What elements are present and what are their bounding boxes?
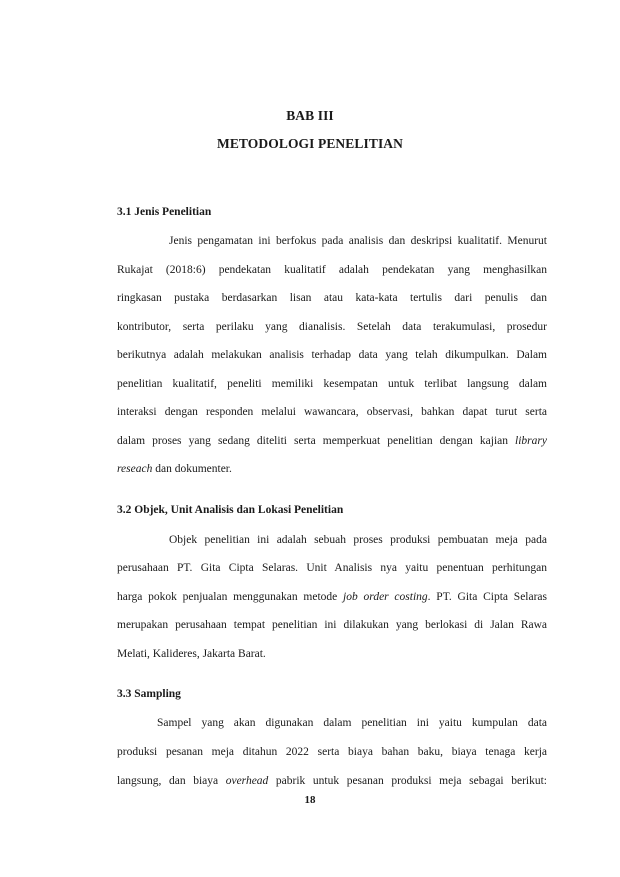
paragraph-line: dalam proses yang sedang diteliti serta memperkuat penelitian dengan kajian library xyxy=(117,435,547,447)
section-heading-3-1: 3.1 Jenis Penelitian xyxy=(117,206,212,218)
paragraph-line: perusahaan PT. Gita Cipta Selaras. Unit Analisis nya yaitu penentuan perhitungan xyxy=(117,562,547,574)
italic-term: reseach xyxy=(117,463,153,475)
chapter-number: BAB III xyxy=(286,108,334,123)
italic-term: overhead xyxy=(225,775,269,787)
chapter-title: METODOLOGI PENELITIAN xyxy=(216,136,403,151)
paragraph-line: penelitian kualitatif, peneliti memiliki kesempatan untuk terlibat langsung dalam xyxy=(117,378,547,390)
paragraph-line: langsung, dan biaya overhead pabrik untuk pesanan produksi meja sebagai berikut: xyxy=(117,775,547,787)
page-number: 18 xyxy=(304,794,316,806)
paragraph-line: Melati, Kalideres, Jakarta Barat. xyxy=(117,648,266,660)
paragraph-line: merupakan perusahaan tempat penelitian ini dilakukan yang berlokasi di Jalan Rawa xyxy=(117,619,547,631)
paragraph-line: reseach dan dokumenter. xyxy=(117,463,232,475)
section-heading-3-2: 3.2 Objek, Unit Analisis dan Lokasi Penelitian xyxy=(117,504,344,516)
paragraph-line: ringkasan pustaka berdasarkan lisan atau kata-kata tertulis dari penulis dan xyxy=(117,292,547,304)
paragraph-line: harga pokok penjualan menggunakan metode job order costing. PT. Gita Cipta Selaras xyxy=(117,591,548,603)
italic-term: job order costing xyxy=(343,591,428,603)
paragraph-line: Jenis pengamatan ini berfokus pada analisis dan deskripsi kualitatif. Menurut xyxy=(169,235,547,247)
paragraph-line: Rukajat (2018:6) pendekatan kualitatif adalah pendekatan yang menghasilkan xyxy=(117,264,547,276)
paragraph-line: produksi pesanan meja ditahun 2022 serta biaya bahan baku, biaya tenaga kerja xyxy=(117,746,547,758)
paragraph-line: kontributor, serta perilaku yang dianalisis. Setelah data terakumulasi, prosedur xyxy=(117,321,547,333)
italic-term: library xyxy=(515,435,547,447)
section-heading-3-3: 3.3 Sampling xyxy=(117,688,181,700)
paragraph-line: berikutnya adalah melakukan analisis terhadap data yang telah dikumpulkan. Dalam xyxy=(117,349,547,361)
paragraph-line: Sampel yang akan digunakan dalam penelitian ini yaitu kumpulan data xyxy=(157,717,547,729)
paragraph-line: interaksi dengan responden melalui wawancara, observasi, bahkan dapat turut serta xyxy=(117,406,547,418)
paragraph-line: Objek penelitian ini adalah sebuah proses produksi pembuatan meja pada xyxy=(169,534,547,546)
